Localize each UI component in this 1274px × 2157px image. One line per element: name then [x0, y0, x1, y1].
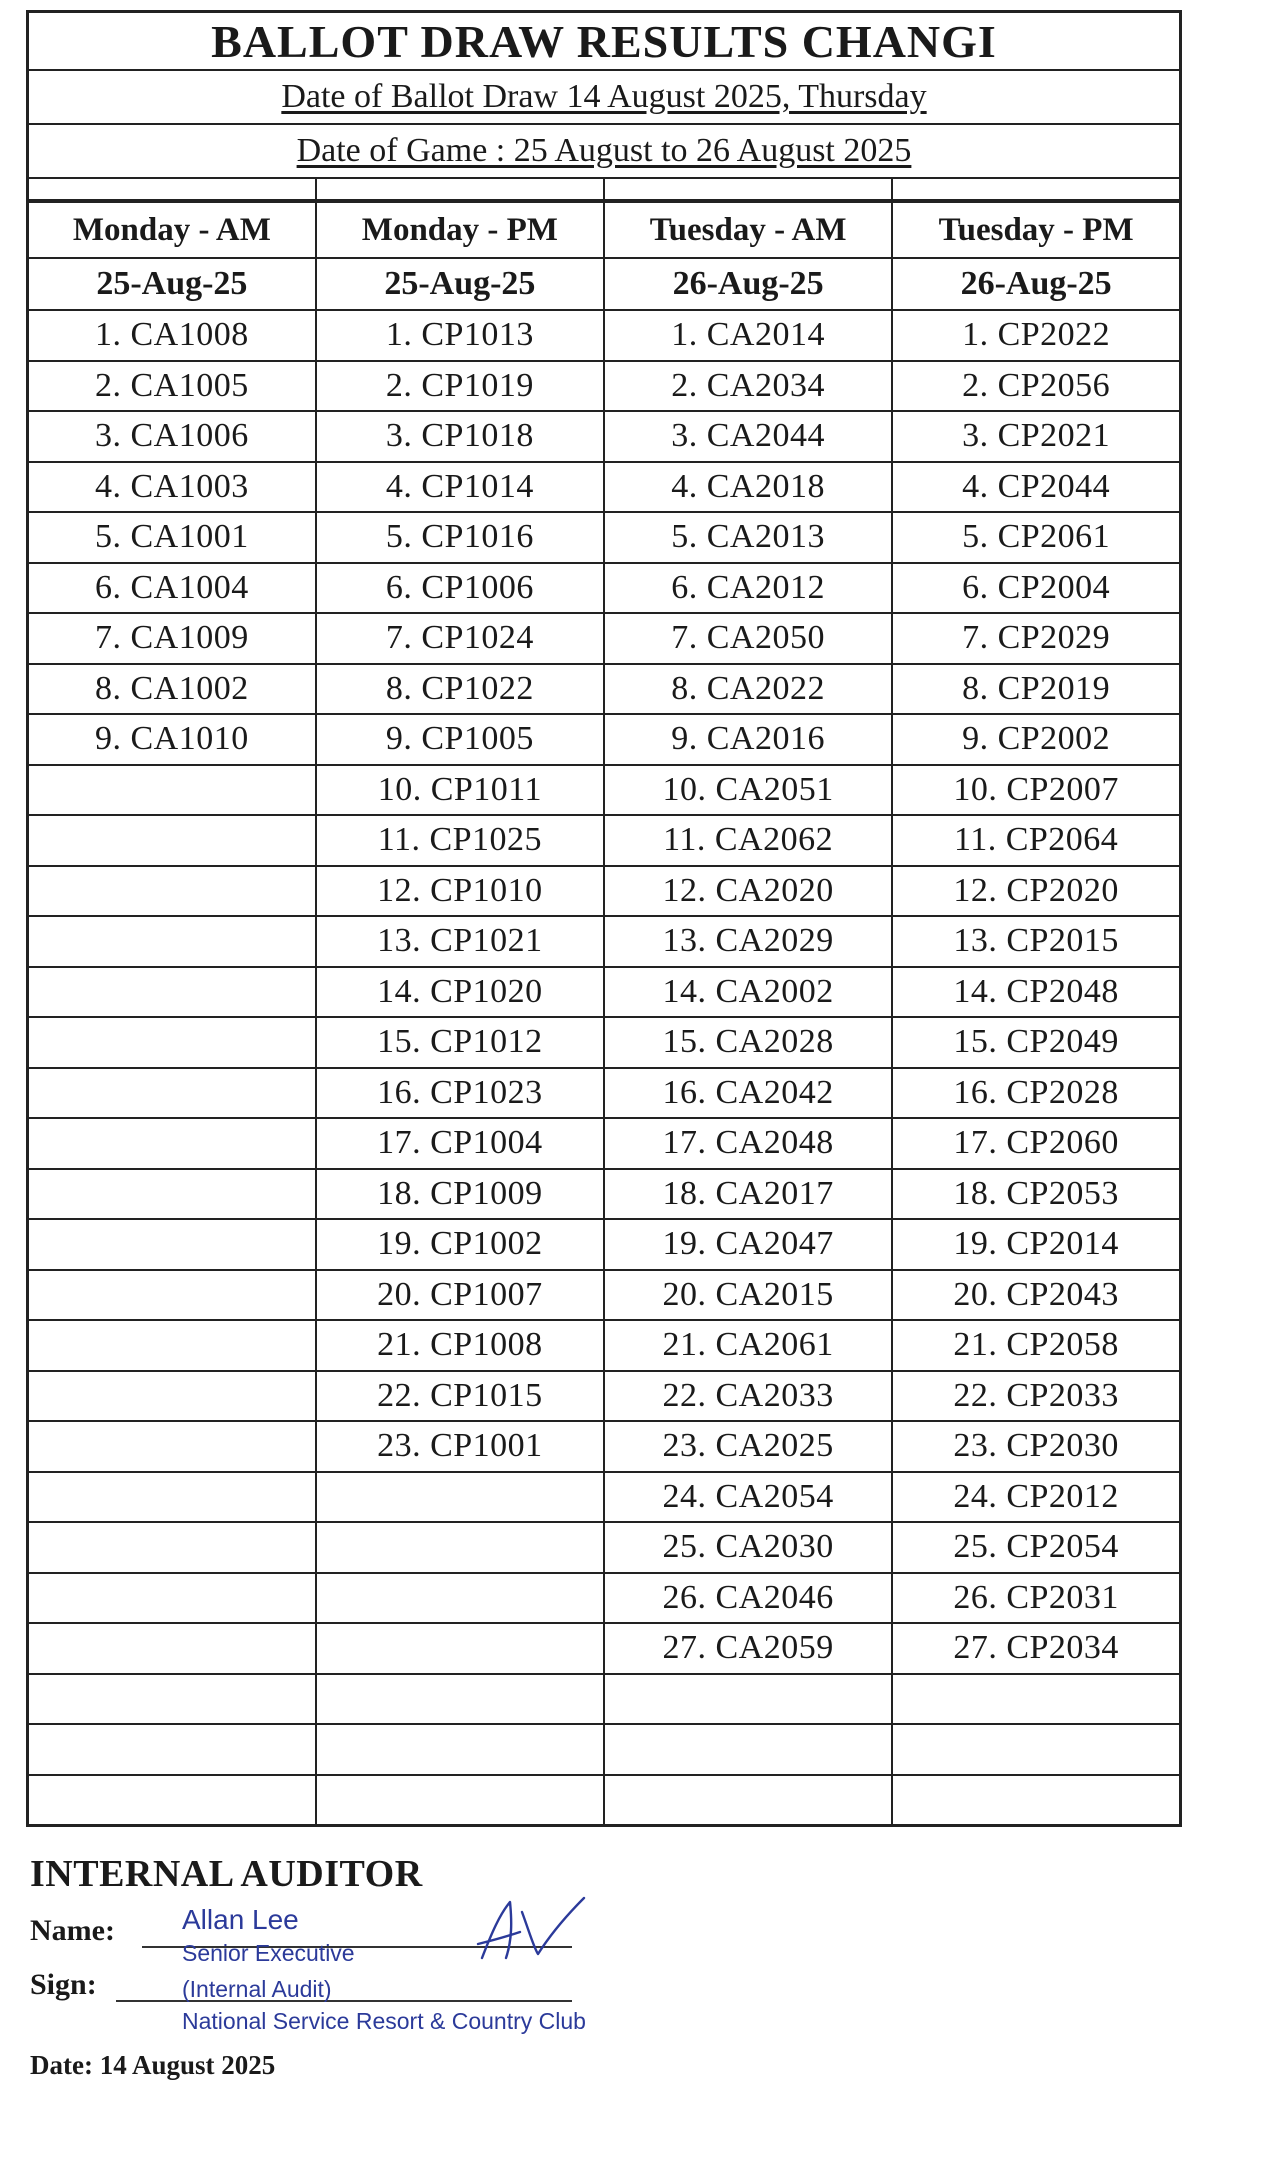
table-row	[28, 765, 1181, 816]
table-row	[28, 1320, 1181, 1371]
ballot-cell: 20. CA2015	[604, 1270, 892, 1321]
ballot-cell	[604, 1724, 892, 1775]
ballot-cell	[28, 1371, 316, 1422]
ballot-cell: 2. CA2034	[604, 361, 892, 412]
name-line	[30, 1896, 730, 1950]
signature-mark	[460, 1892, 610, 1972]
ballot-cell: 24. CA2054	[604, 1472, 892, 1523]
ballot-cell: 19. CA2047	[604, 1219, 892, 1270]
ballot-cell: 23. CP1001	[316, 1421, 604, 1472]
table-row	[28, 866, 1181, 917]
ballot-cell: 7. CA1009	[28, 613, 316, 664]
table-row	[28, 361, 1181, 412]
ballot-cell	[28, 1169, 316, 1220]
table-row	[28, 613, 1181, 664]
table-row	[28, 1472, 1181, 1523]
table-row	[28, 1017, 1181, 1068]
ballot-cell	[28, 1573, 316, 1624]
table-row	[28, 714, 1181, 765]
table-row	[28, 512, 1181, 563]
table-row	[28, 1674, 1181, 1725]
results-body	[28, 310, 1181, 1826]
table-row	[28, 1371, 1181, 1422]
ballot-cell: 10. CP2007	[892, 765, 1180, 816]
ballot-cell	[892, 1724, 1180, 1775]
ballot-cell: 22. CA2033	[604, 1371, 892, 1422]
stamp-name: Allan Lee	[182, 1904, 299, 1935]
ballot-cell: 25. CP2054	[892, 1522, 1180, 1573]
ballot-cell: 3. CP2021	[892, 411, 1180, 462]
ballot-cell: 7. CP1024	[316, 613, 604, 664]
ballot-cell: 18. CP1009	[316, 1169, 604, 1220]
ballot-cell: 16. CP1023	[316, 1068, 604, 1119]
ballot-cell: 14. CA2002	[604, 967, 892, 1018]
ballot-cell: 5. CP2061	[892, 512, 1180, 563]
ballot-cell: 5. CP1016	[316, 512, 604, 563]
ballot-cell	[316, 1623, 604, 1674]
ballot-cell	[316, 1573, 604, 1624]
ballot-cell: 14. CP1020	[316, 967, 604, 1018]
ballot-cell	[28, 1623, 316, 1674]
ballot-cell	[892, 1775, 1180, 1826]
ballot-cell: 20. CP1007	[316, 1270, 604, 1321]
ballot-cell	[316, 1472, 604, 1523]
ballot-cell	[28, 1219, 316, 1270]
table-row	[28, 310, 1181, 361]
ballot-cell	[28, 1320, 316, 1371]
stamp-dept: (Internal Audit)	[182, 1976, 332, 2002]
ballot-cell	[316, 1674, 604, 1725]
ballot-cell: 3. CA2044	[604, 411, 892, 462]
ballot-cell	[28, 1724, 316, 1775]
stamp-title: Senior Executive	[182, 1940, 355, 1966]
spacer-cell	[29, 179, 317, 199]
ballot-cell: 1. CP1013	[316, 310, 604, 361]
table-row	[28, 916, 1181, 967]
spacer-cell	[317, 179, 605, 199]
ballot-cell	[28, 866, 316, 917]
ballot-cell: 19. CP2014	[892, 1219, 1180, 1270]
table-row	[28, 1219, 1181, 1270]
ballot-cell: 11. CA2062	[604, 815, 892, 866]
date-header-row	[28, 258, 1181, 310]
ballot-cell	[28, 1674, 316, 1725]
ballot-cell: 24. CP2012	[892, 1472, 1180, 1523]
ballot-cell	[28, 1118, 316, 1169]
table-row	[28, 411, 1181, 462]
table-row	[28, 1169, 1181, 1220]
ballot-cell	[28, 1472, 316, 1523]
ballot-cell: 15. CA2028	[604, 1017, 892, 1068]
ballot-cell: 10. CA2051	[604, 765, 892, 816]
ballot-cell: 20. CP2043	[892, 1270, 1180, 1321]
stamp-org: National Service Resort & Country Club	[182, 2008, 586, 2034]
ballot-cell: 12. CP2020	[892, 866, 1180, 917]
ballot-cell: 9. CA1010	[28, 714, 316, 765]
ballot-cell: 8. CP2019	[892, 664, 1180, 715]
ballot-cell	[604, 1674, 892, 1725]
table-row	[28, 1522, 1181, 1573]
ballot-cell: 9. CP1005	[316, 714, 604, 765]
ballot-cell: 25. CA2030	[604, 1522, 892, 1573]
ballot-cell	[316, 1724, 604, 1775]
ballot-date: Date of Ballot Draw 14 August 2025, Thursday	[281, 78, 927, 115]
table-row	[28, 967, 1181, 1018]
internal-auditor-block	[30, 1852, 730, 2034]
column-header-date: 25-Aug-25	[316, 258, 604, 310]
ballot-cell: 15. CP2049	[892, 1017, 1180, 1068]
column-header-day: Monday - PM	[316, 202, 604, 258]
ballot-cell	[28, 967, 316, 1018]
ballot-cell: 15. CP1012	[316, 1017, 604, 1068]
ballot-cell	[28, 916, 316, 967]
ballot-cell: 11. CP1025	[316, 815, 604, 866]
game-date: Date of Game : 25 August to 26 August 2025	[296, 132, 912, 169]
ballot-cell: 19. CP1002	[316, 1219, 604, 1270]
signed-date: Date: 14 August 2025	[30, 2050, 276, 2080]
table-row	[28, 1573, 1181, 1624]
ballot-cell: 1. CA2014	[604, 310, 892, 361]
ballot-cell: 2. CA1005	[28, 361, 316, 412]
ballot-cell: 12. CA2020	[604, 866, 892, 917]
ballot-cell: 13. CA2029	[604, 916, 892, 967]
ballot-cell: 11. CP2064	[892, 815, 1180, 866]
ballot-cell: 4. CP1014	[316, 462, 604, 513]
game-date-row	[26, 125, 1182, 179]
ballot-cell	[28, 1775, 316, 1826]
ballot-date-row	[26, 71, 1182, 125]
ballot-cell: 8. CA2022	[604, 664, 892, 715]
ballot-cell: 7. CA2050	[604, 613, 892, 664]
ballot-cell: 17. CP1004	[316, 1118, 604, 1169]
ballot-cell: 5. CA2013	[604, 512, 892, 563]
ballot-cell: 8. CA1002	[28, 664, 316, 715]
table-row	[28, 1775, 1181, 1826]
ballot-cell	[28, 815, 316, 866]
sign-line	[30, 1950, 730, 2004]
ballot-cell: 14. CP2048	[892, 967, 1180, 1018]
ballot-cell: 27. CA2059	[604, 1623, 892, 1674]
ballot-sheet	[26, 10, 1182, 1827]
ballot-cell: 6. CA1004	[28, 563, 316, 614]
ballot-cell	[28, 765, 316, 816]
ballot-cell: 4. CA1003	[28, 462, 316, 513]
ballot-cell: 5. CA1001	[28, 512, 316, 563]
ballot-cell: 22. CP1015	[316, 1371, 604, 1422]
ballot-cell: 18. CA2017	[604, 1169, 892, 1220]
ballot-cell: 16. CP2028	[892, 1068, 1180, 1119]
ballot-cell: 1. CA1008	[28, 310, 316, 361]
column-header-date: 25-Aug-25	[28, 258, 316, 310]
ballot-cell: 21. CA2061	[604, 1320, 892, 1371]
day-header-row	[28, 202, 1181, 258]
ballot-cell	[28, 1068, 316, 1119]
ballot-cell	[604, 1775, 892, 1826]
table-row	[28, 664, 1181, 715]
ballot-cell: 22. CP2033	[892, 1371, 1180, 1422]
auditor-heading: INTERNAL AUDITOR	[30, 1853, 423, 1895]
ballot-cell: 16. CA2042	[604, 1068, 892, 1119]
spacer-row	[26, 179, 1182, 201]
table-row	[28, 1068, 1181, 1119]
ballot-cell: 9. CA2016	[604, 714, 892, 765]
table-row	[28, 1118, 1181, 1169]
ballot-cell: 4. CP2044	[892, 462, 1180, 513]
ballot-cell	[28, 1270, 316, 1321]
ballot-cell	[28, 1522, 316, 1573]
spacer-cell	[605, 179, 893, 199]
column-header-date: 26-Aug-25	[604, 258, 892, 310]
ballot-cell: 21. CP2058	[892, 1320, 1180, 1371]
column-header-day: Tuesday - PM	[892, 202, 1180, 258]
ballot-cell: 6. CP1006	[316, 563, 604, 614]
ballot-cell: 2. CP2056	[892, 361, 1180, 412]
ballot-cell: 26. CP2031	[892, 1573, 1180, 1624]
table-row	[28, 563, 1181, 614]
ballot-cell: 8. CP1022	[316, 664, 604, 715]
ballot-cell: 7. CP2029	[892, 613, 1180, 664]
name-label: Name:	[30, 1914, 115, 1947]
ballot-cell	[28, 1421, 316, 1472]
ballot-cell: 23. CA2025	[604, 1421, 892, 1472]
ballot-cell	[316, 1522, 604, 1573]
ballot-cell: 12. CP1010	[316, 866, 604, 917]
ballot-cell: 6. CP2004	[892, 563, 1180, 614]
ballot-cell: 3. CP1018	[316, 411, 604, 462]
ballot-cell: 9. CP2002	[892, 714, 1180, 765]
column-header-date: 26-Aug-25	[892, 258, 1180, 310]
ballot-cell: 26. CA2046	[604, 1573, 892, 1624]
ballot-results-table	[26, 201, 1182, 1827]
sign-label: Sign:	[30, 1968, 97, 2001]
ballot-cell	[892, 1674, 1180, 1725]
ballot-cell: 13. CP2015	[892, 916, 1180, 967]
ballot-cell: 13. CP1021	[316, 916, 604, 967]
ballot-cell: 3. CA1006	[28, 411, 316, 462]
spacer-cell	[893, 179, 1179, 199]
ballot-cell	[316, 1775, 604, 1826]
ballot-cell: 4. CA2018	[604, 462, 892, 513]
table-row	[28, 1724, 1181, 1775]
ballot-cell: 10. CP1011	[316, 765, 604, 816]
table-row	[28, 462, 1181, 513]
ballot-cell: 27. CP2034	[892, 1623, 1180, 1674]
ballot-cell: 2. CP1019	[316, 361, 604, 412]
column-header-day: Tuesday - AM	[604, 202, 892, 258]
ballot-cell: 1. CP2022	[892, 310, 1180, 361]
ballot-cell: 21. CP1008	[316, 1320, 604, 1371]
column-header-day: Monday - AM	[28, 202, 316, 258]
ballot-cell: 6. CA2012	[604, 563, 892, 614]
table-row	[28, 1421, 1181, 1472]
ballot-cell	[28, 1017, 316, 1068]
table-row	[28, 815, 1181, 866]
ballot-cell: 23. CP2030	[892, 1421, 1180, 1472]
table-row	[28, 1623, 1181, 1674]
document-title: BALLOT DRAW RESULTS CHANGI	[26, 10, 1182, 71]
ballot-cell: 17. CA2048	[604, 1118, 892, 1169]
ballot-cell: 17. CP2060	[892, 1118, 1180, 1169]
table-row	[28, 1270, 1181, 1321]
ballot-cell: 18. CP2053	[892, 1169, 1180, 1220]
